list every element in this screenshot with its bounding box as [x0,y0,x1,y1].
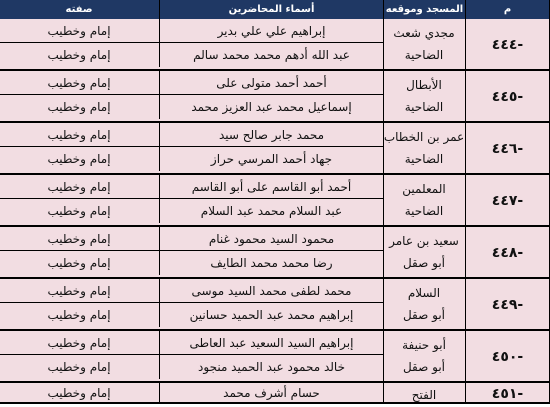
lecturer-name: محمد لطفى محمد السيد موسى [159,279,383,303]
row-number: -٤٥٠ [465,331,549,383]
lecturer-name: إبراهيم محمد عبد الحميد حسانين [159,303,383,327]
table-row [0,43,383,67]
lecturer-name: إبراهيم السيد السعيد عبد العاطى [159,331,383,355]
mosque-cell [383,71,465,123]
table-row-group [0,71,549,123]
mosque-name: الأبطال [406,78,442,92]
table-row-group [0,227,549,279]
table-row [0,199,383,223]
lecturer-role: إمام وخطيب [47,100,111,114]
mosque-location: الضاحية [404,100,444,114]
lecturer-name: خالد محمود عبد الحميد منجود [159,355,383,379]
table-row [0,355,383,379]
lecturer-name: أحمد أبو القاسم على أبو القاسم [159,175,383,199]
lecturer-name: رضا محمد محمد الطايف [159,251,383,275]
table-row [0,147,383,171]
mosque-cell [383,227,465,279]
table-row [0,303,383,327]
lecturer-role: إمام وخطيب [47,360,111,374]
table-row [0,279,383,303]
lecturer-name: محمود السيد محمود غنام [159,227,383,251]
lecturer-role: إمام وخطيب [0,71,159,95]
lecturer-role: إمام وخطيب [47,256,111,270]
table-row [0,227,383,251]
lecturer-role: إمام وخطيب [47,308,111,322]
table-row-group [0,331,549,383]
table-row-group [0,123,549,175]
mosque-cell [383,279,465,331]
mosque-name: المعلمين [402,182,446,196]
lecturer-name: عبد الله أدهم محمد محمد سالم [159,43,383,67]
table-row [0,19,383,43]
lecturer-name: عبد السلام محمد عبد السلام [159,199,383,223]
row-number: -٤٤٦ [465,123,549,175]
header-role: صفته [0,0,159,19]
lecturer-role: إمام وخطيب [0,19,159,43]
lecturer-role: إمام وخطيب [0,279,159,303]
mosque-name: أبو حنيفة [402,338,446,352]
mosque-location: أبو صقل [402,256,446,270]
lecturer-name: جهاد أحمد المرسي حراز [159,147,383,171]
mosque-cell [383,123,465,175]
lecturer-role: إمام وخطيب [47,152,111,166]
mosque-cell [383,19,465,71]
table-row [0,71,383,95]
lecturer-name: محمد جابر صالح سيد [159,123,383,147]
table-row [0,331,383,355]
table-row-group [0,19,549,71]
mosque-location: أبو صقل [402,360,446,374]
lecturer-role: إمام وخطيب [0,175,159,199]
lecturer-role: إمام وخطيب [47,385,111,400]
header-mosque-location: المسجد وموقعه [383,0,465,19]
row-number: -٤٤٨ [465,227,549,279]
lecturer-role: إمام وخطيب [0,123,159,147]
lecturer-role: إمام وخطيب [0,331,159,355]
table-row [0,383,383,402]
lecturer-name: إسماعيل محمد عبد العزيز محمد [159,95,383,119]
lecturer-name: حسام أشرف محمد [159,383,383,402]
mosque-name: عمر بن الخطاب [383,130,465,144]
table-row [0,123,383,147]
row-number: -٤٥١ [465,383,549,404]
lecturer-role: إمام وخطيب [47,48,111,62]
lecturer-name: إبراهيم علي علي بدير [159,19,383,43]
table-row-group [0,279,549,331]
header-lecturer-names: أسماء المحاضرين [159,0,383,19]
lecturer-name: أحمد أحمد متولى على [159,71,383,95]
mosque-cell [383,175,465,227]
mosque-name: السلام [407,286,441,300]
table-row [0,95,383,119]
mosque-location: الضاحية [404,152,444,166]
mosque-name: الفتح [411,388,437,402]
header-number: م [465,0,549,19]
mosque-cell [383,383,465,404]
mosque-location: الضاحية [404,48,444,62]
lecturer-role: إمام وخطيب [0,227,159,251]
row-number: -٤٤٩ [465,279,549,331]
row-number: -٤٤٧ [465,175,549,227]
mosque-name: مجدي شعث [393,26,455,40]
lecturer-role: إمام وخطيب [47,204,111,218]
mosque-location: الضاحية [404,204,444,218]
row-number: -٤٤٤ [465,19,549,71]
table-row [0,175,383,199]
mosque-location: أبو صقل [402,308,446,322]
table-row-group [0,383,549,404]
mosque-cell [383,331,465,383]
table-row [0,251,383,275]
row-number: -٤٤٥ [465,71,549,123]
table-row-group [0,175,549,227]
mosque-name: سعيد بن عامر [389,234,459,248]
